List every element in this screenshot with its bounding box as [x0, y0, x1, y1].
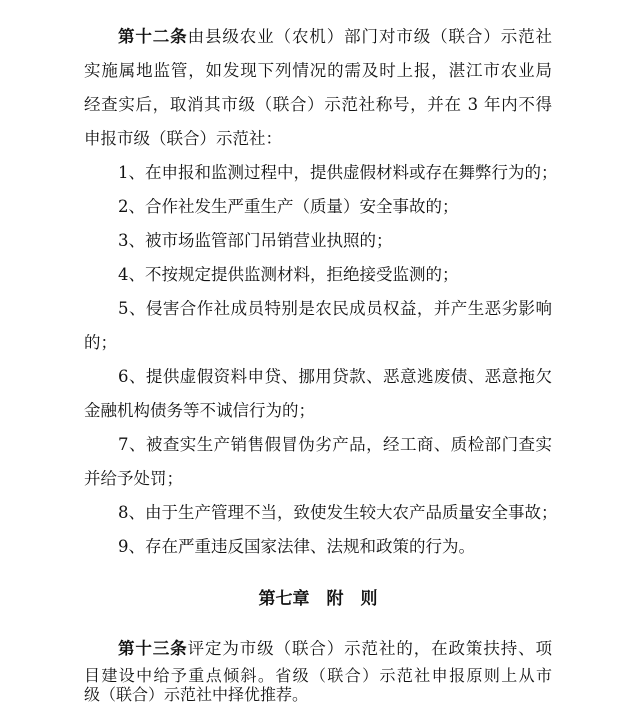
- list-item: 6、提供虚假资料申贷、挪用贷款、恶意逃废债、恶意拖欠 金融机构债务等不诚信行为的；: [84, 367, 552, 420]
- article-12-line-4: 申报市级（联合）示范社：: [84, 129, 282, 148]
- article-13: [84, 632, 552, 666]
- list-item: 5、侵害合作社成员特别是农民成员权益，并产生恶劣影响 的；: [84, 299, 552, 352]
- article-12-intro: [84, 20, 552, 156]
- article-12-line-2: 实施属地监管，如发现下列情况的需及时上报，湛江市农业局: [84, 61, 552, 80]
- list-item: 8、由于生产管理不当，致使发生较大农产品质量安全事故；: [118, 503, 558, 522]
- list-item: 7、被查实生产销售假冒伪劣产品，经工商、质检部门查实 并给予处罚；: [84, 435, 552, 488]
- article-12-line-1: 第十二条由县级农业（农机）部门对市级（联合）示范社: [118, 27, 553, 46]
- article-13-label: 第十三条: [118, 639, 188, 658]
- list-item: 9、存在严重违反国家法律、法规和政策的行为。: [118, 537, 475, 556]
- list-item: 4、不按规定提供监测材料，拒绝接受监测的；: [118, 265, 459, 284]
- article-13-line-1: 第十三条评定为市级（联合）示范社的，在政策扶持、项: [118, 639, 553, 658]
- article-13-continued: [84, 666, 552, 704]
- article-12-label: 第十二条: [118, 27, 188, 46]
- list-item: 3、被市场监管部门吊销营业执照的；: [118, 231, 393, 250]
- article-13-line-3: 级（联合）示范社中择优推荐。: [84, 685, 309, 704]
- list-item: 2、合作社发生严重生产（质量）安全事故的；: [118, 197, 459, 216]
- list-item: 1、在申报和监测过程中，提供虚假材料或存在舞弊行为的；: [118, 163, 558, 182]
- chapter-heading: 第七章 附 则: [258, 589, 378, 609]
- article-12-line-3: 经查实后，取消其市级（联合）示范社称号，并在 3 年内不得: [84, 95, 552, 114]
- article-13-line-2: 目建设中给予重点倾斜。省级（联合）示范社申报原则上从市: [84, 666, 552, 685]
